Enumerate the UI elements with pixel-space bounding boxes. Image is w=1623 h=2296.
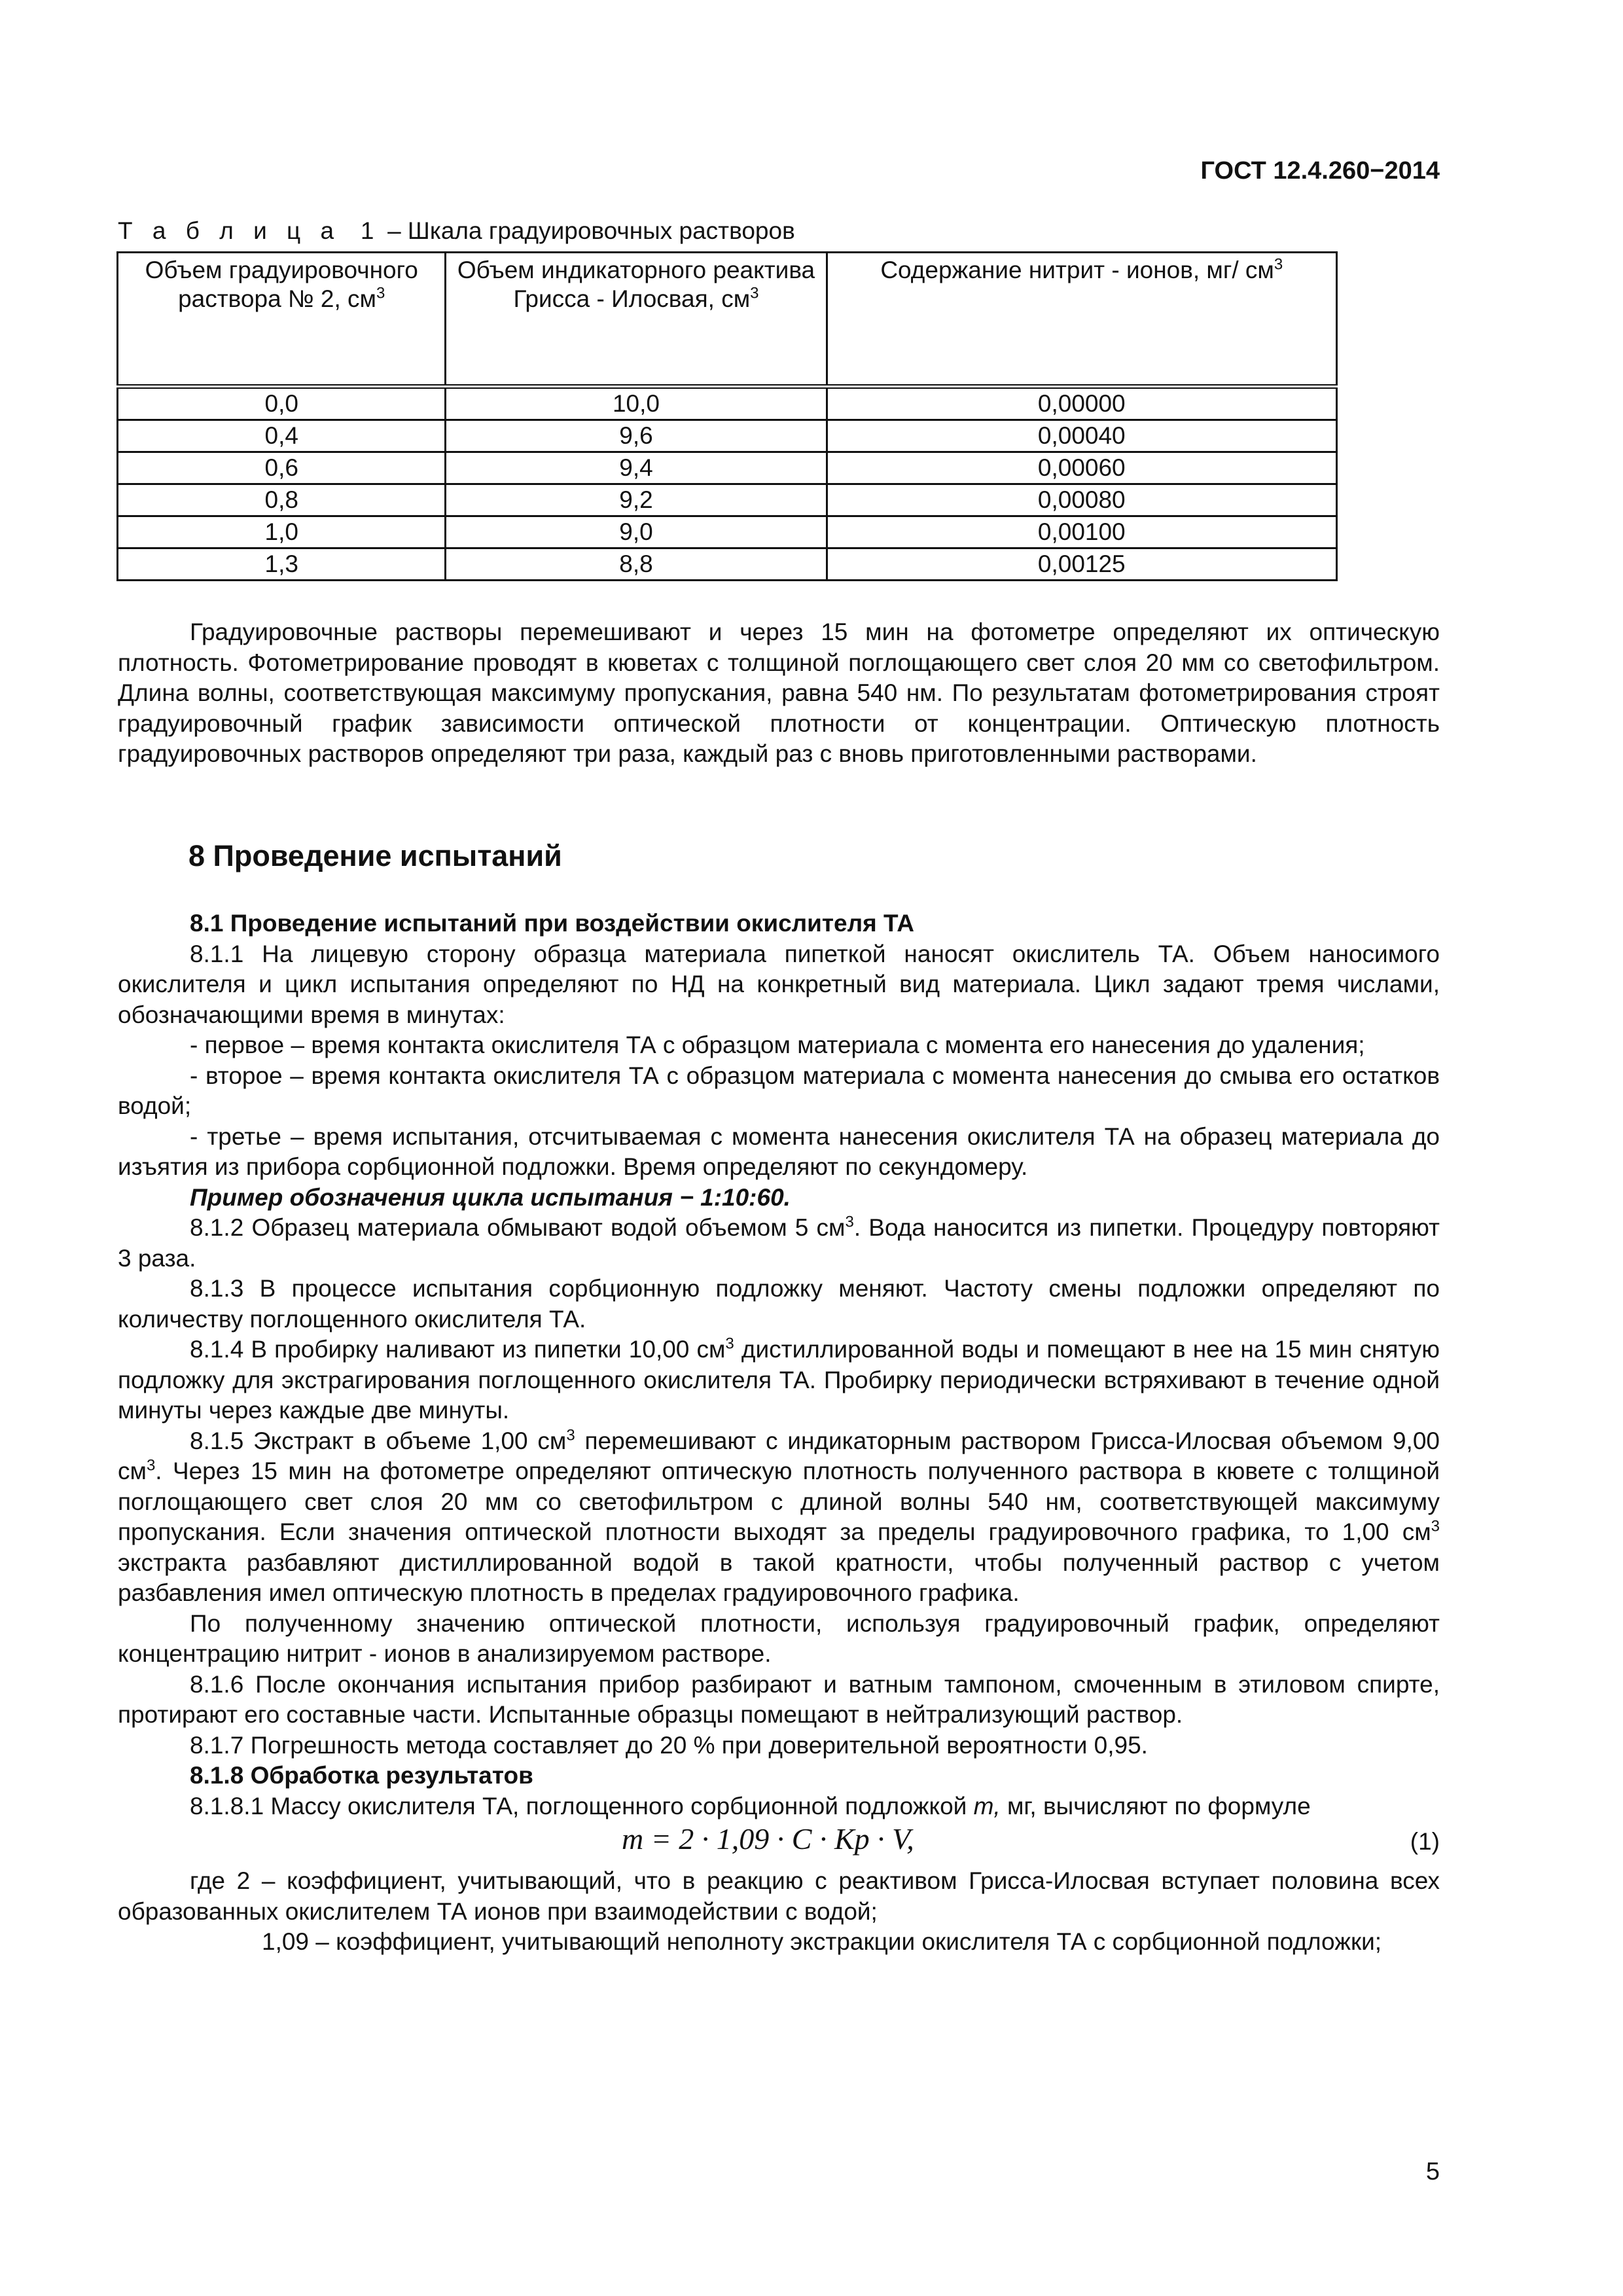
paragraph-8-1-7: 8.1.7 Погрешность метода составляет до 20 % при доверительной вероятности 0,95. xyxy=(190,1731,1148,1759)
table-cell: 0,00000 xyxy=(827,387,1336,420)
table-cell: 0,0 xyxy=(118,387,446,420)
bullet-third: - третье – время испытания, отсчитываемая с момента нанесения окислителя ТА на образец материала до изъятия из прибора сорбционной подложки. Время определяют по секундомеру. xyxy=(118,1122,1440,1180)
cycle-example: Пример обозначения цикла испытания − 1:10:60. xyxy=(190,1183,791,1211)
intro-paragraph: Градуировочные растворы перемешивают и через 15 мин на фотометре определяют их оптическую плотность. Фотометрирование проводят в кюветах с толщиной поглощающего свет слоя 20 мм со светофильтром. Длина волны, соответствующая максимуму пропускания, равна 540 нм. По результатам фотометрирования строят градуировочный график зависимости оптической плотности от концентрации. Оптическую плотность градуировочных растворов определяют три раза, каждый раз с вновь приготовленными растворами. xyxy=(118,619,1440,767)
heading-8-1-8: 8.1.8 Обработка результатов xyxy=(190,1762,533,1789)
paragraph-8-1-8-1: 8.1.8.1 Массу окислителя ТА, поглощенного сорбционной подложкой m, мг, вычисляют по формуле xyxy=(190,1792,1311,1820)
table-caption-title: – Шкала градуировочных растворов xyxy=(387,217,795,244)
table-header-cell: Объем градуировочного раствора № 2, $см^3$ xyxy=(118,253,446,387)
table-cell: 0,00040 xyxy=(827,420,1336,452)
table-cell: 9,4 xyxy=(446,452,827,484)
table-cell: 9,2 xyxy=(446,484,827,516)
page-number: 5 xyxy=(1425,2158,1440,2185)
formula-expression: m = 2 · 1,09 · C · Kp · V, xyxy=(622,1822,914,1856)
table-row xyxy=(118,387,1337,420)
table-cell: 0,00100 xyxy=(827,516,1336,548)
table-caption-label: Т а б л и ц а xyxy=(118,217,341,244)
section-heading: 8 Проведение испытаний xyxy=(188,839,562,872)
paragraph-8-1-1: 8.1.1 На лицевую сторону образца материала пипеткой наносят окислитель ТА. Объем наносимого окислителя и цикл испытания определяют по НД на конкретный вид материала. Цикл задают тремя числами, обозначающими время в минутах: xyxy=(118,940,1440,1028)
table-cell: 0,00060 xyxy=(827,452,1336,484)
table-cell: 8,8 xyxy=(446,548,827,581)
table-cell: 0,00125 xyxy=(827,548,1336,581)
subsection-heading: 8.1 Проведение испытаний при воздействии окислителя ТА xyxy=(190,910,914,937)
where-coefficient-1-09: 1,09 – коэффициент, учитывающий неполноту экстракции окислителя ТА с сорбционной подложки; xyxy=(262,1928,1382,1955)
table-row xyxy=(118,420,1337,452)
formula-number: (1) xyxy=(1410,1828,1440,1855)
table-cell: 9,6 xyxy=(446,420,827,452)
table-header-row xyxy=(118,253,1337,387)
table-header-cell: Содержание нитрит - ионов, мг/ $см^3$ xyxy=(827,253,1336,387)
table-cell: 0,00080 xyxy=(827,484,1336,516)
section-body xyxy=(118,908,1440,1958)
bullet-second: - второе – время контакта окислителя ТА с образцом материала с момента нанесения до смыва его остатков водой; xyxy=(118,1062,1440,1119)
table-caption xyxy=(118,217,795,245)
table-row xyxy=(118,452,1337,484)
table-row xyxy=(118,484,1337,516)
table-cell: 1,3 xyxy=(118,548,446,581)
paragraph-8-1-5-continued: По полученному значению оптической плотности, используя градуировочный график, определяют концентрацию нитрит - ионов в анализируемом растворе. xyxy=(118,1609,1440,1667)
table-cell: 0,4 xyxy=(118,420,446,452)
table-cell: 9,0 xyxy=(446,516,827,548)
table-cell: 10,0 xyxy=(446,387,827,420)
bullet-first: - первое – время контакта окислителя ТА с образцом материала с момента его нанесения до удаления; xyxy=(190,1031,1365,1058)
table-cell: 1,0 xyxy=(118,516,446,548)
paragraph-8-1-3: 8.1.3 В процессе испытания сорбционную подложку меняют. Частоту смены подложки определяют по количеству поглощенного окислителя ТА. xyxy=(118,1275,1440,1333)
table-cell: 0,6 xyxy=(118,452,446,484)
table-caption-number: 1 xyxy=(360,217,374,244)
paragraph-8-1-6: 8.1.6 После окончания испытания прибор разбирают и ватным тампоном, смоченным в этиловом спирте, протирают его составные части. Испытанные образцы помещают в нейтрализующий раствор. xyxy=(118,1670,1440,1728)
paragraph-8-1-4: 8.1.4 В пробирку наливают из пипетки 10,00 $см^3$ дистиллированной воды и помещают в нее на 15 мин снятую подложку для экстрагирования поглощенного окислителя ТА. Пробирку периодически встряхивают в течение одной минуты через каждые две минуты. xyxy=(118,1335,1440,1424)
paragraph-8-1-5: 8.1.5 Экстракт в объеме 1,00 $см^3$ перемешивают с индикаторным раствором Грисса-Илосвая объемом 9,00 $см^3$. Через 15 мин на фотометре определяют оптическую плотность полученного раствора в кювете с толщиной поглощающего свет слоя 20 мм со светофильтром с длиной волны 540 нм, соответствующей максимуму пропускания. Если значения оптической плотности выходят за пределы градуировочного графика, то 1,00 $см^3$ экстракта разбавляют дистиллированной водой в такой кратности, чтобы полученный раствор с учетом разбавления имел оптическую плотность в пределах градуировочного графика. xyxy=(118,1426,1440,1606)
where-coefficient-2: где 2 – коэффициент, учитывающий, что в реакцию с реактивом Грисса-Илосвая вступает половина всех образованных окислителем ТА ионов при взаимодействии с водой; xyxy=(118,1867,1440,1925)
paragraph-8-1-2: 8.1.2 Образец материала обмывают водой объемом 5 $см^3$. Вода наносится из пипетки. Процедуру повторяют 3 раза. xyxy=(118,1213,1440,1272)
table-row xyxy=(118,516,1337,548)
calibration-table xyxy=(116,251,1338,581)
intro-block xyxy=(118,617,1440,770)
table-row xyxy=(118,548,1337,581)
table-header-cell: Объем индикаторного реактива Грисса - Илосвая, $см^3$ xyxy=(446,253,827,387)
table-cell: 0,8 xyxy=(118,484,446,516)
standard-code: ГОСТ 12.4.260−2014 xyxy=(1200,157,1440,185)
formula-1 xyxy=(118,1824,1440,1866)
